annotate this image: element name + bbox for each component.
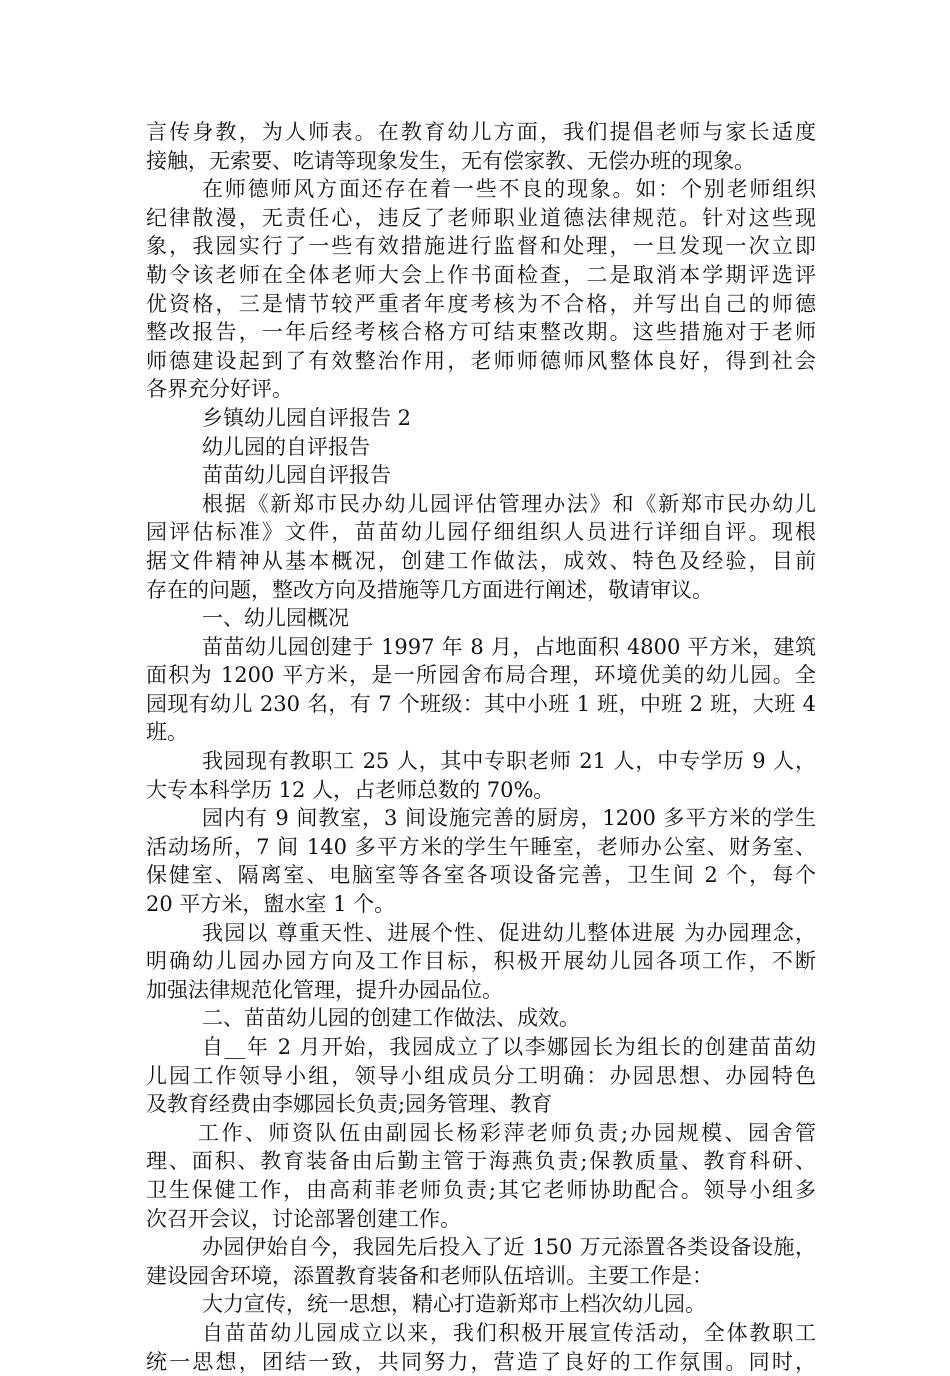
- paragraph-line: 苗苗幼儿园自评报告: [202, 463, 391, 488]
- paragraph-line: 卫生保健工作，由高莉菲老师负责;其它老师协助配合。领导小组多: [146, 1177, 816, 1202]
- paragraph-line: 在师德师风方面还存在着一些不良的现象。如：个别老师组织: [202, 177, 816, 202]
- paragraph-line: 理、面积、教育装备由后勤主管于海燕负责;保教质量、教育科研、: [146, 1149, 816, 1174]
- paragraph-line: 儿园工作领导小组，领导小组成员分工明确：办园思想、办园特色: [146, 1063, 816, 1088]
- paragraph-line: 统一思想，团结一致，共同努力，营造了良好的工作氛围。同时，: [146, 1349, 816, 1374]
- paragraph-line: 乡镇幼儿园自评报告 2: [202, 405, 412, 430]
- paragraph-line: 保健室、隔离室、电脑室等各室各项设备完善，卫生间 2 个，每个: [146, 863, 816, 888]
- paragraph-line: 象，我园实行了一些有效措施进行监督和处理，一旦发现一次立即: [146, 234, 816, 259]
- paragraph-line: 工作、师资队伍由副园长杨彩萍老师负责;办园规模、园舍管: [198, 1120, 816, 1145]
- paragraph-line: 整改报告，一年后经考核合格方可结束整改期。这些措施对于老师: [146, 320, 816, 345]
- paragraph-line: 建设园舍环境，添置教育装备和老师队伍培训。主要工作是：: [146, 1263, 713, 1288]
- paragraph-line: 我园以 尊重天性、进展个性、促进幼儿整体进展 为办园理念，: [202, 920, 816, 945]
- paragraph-line: 师德建设起到了有效整治作用，老师师德师风整体良好，得到社会: [146, 348, 816, 373]
- paragraph-line: 苗苗幼儿园创建于 1997 年 8 月，占地面积 4800 平方米，建筑: [202, 634, 816, 659]
- paragraph-line: 园评估标准》文件，苗苗幼儿园仔细组织人员进行详细自评。现根: [146, 520, 816, 545]
- paragraph-line: 各界充分好评。: [146, 377, 293, 402]
- paragraph-line: 勒令该老师在全体老师大会上作书面检查，二是取消本学期评选评: [146, 262, 816, 287]
- paragraph-line: 次召开会议，讨论部署创建工作。: [146, 1206, 461, 1231]
- paragraph-line: 根据《新郑市民办幼儿园评估管理办法》和《新郑市民办幼儿: [202, 491, 816, 516]
- document-body: [146, 118, 816, 1376]
- paragraph-line: 面积为 1200 平方米，是一所园舍布局合理，环境优美的幼儿园。全: [146, 663, 816, 688]
- paragraph-line: 自__年 2 月开始，我园成立了以李娜园长为组长的创建苗苗幼: [202, 1035, 816, 1059]
- paragraph-line: 二、苗苗幼儿园的创建工作做法、成效。: [202, 1006, 580, 1031]
- paragraph-line: 办园伊始自今，我园先后投入了近 150 万元添置各类设备设施，: [202, 1235, 816, 1260]
- paragraph-line: 园内有 9 间教室，3 间设施完善的厨房，1200 多平方米的学生: [202, 806, 816, 831]
- paragraph-line: 活动场所，7 间 140 多平方米的学生午睡室，老师办公室、财务室、: [146, 834, 816, 859]
- paragraph-line: 言传身教，为人师表。在教育幼儿方面，我们提倡老师与家长适度: [146, 120, 816, 144]
- paragraph-line: 明确幼儿园办园方向及工作目标，积极开展幼儿园各项工作，不断: [146, 949, 816, 974]
- paragraph-line: 优资格，三是情节较严重者年度考核为不合格，并写出自己的师德: [146, 291, 816, 316]
- paragraph-line: 园现有幼儿 230 名，有 7 个班级：其中小班 1 班，中班 2 班，大班 4: [146, 691, 816, 716]
- paragraph-line: 一、幼儿园概况: [202, 606, 349, 631]
- paragraph-line: 接触，无索要、吃请等现象发生，无有偿家教、无偿办班的现象。: [146, 148, 755, 173]
- paragraph-line: 存在的问题，整改方向及措施等几方面进行阐述，敬请审议。: [146, 577, 713, 602]
- paragraph-line: 大力宣传，统一思想，精心打造新郑市上档次幼儿园。: [202, 1292, 706, 1317]
- paragraph-line: 及教育经费由李娜园长负责;园务管理、教育: [146, 1092, 553, 1117]
- paragraph-line: 20 平方米，盥水室 1 个。: [146, 892, 396, 917]
- paragraph-line: 纪律散漫，无责任心，违反了老师职业道德法律规范。针对这些现: [146, 205, 816, 230]
- paragraph-line: 加强法律规范化管理，提升办园品位。: [146, 977, 503, 1002]
- paragraph-line: 自苗苗幼儿园成立以来，我们积极开展宣传活动，全体教职工: [202, 1320, 816, 1345]
- paragraph-line: 班。: [146, 720, 188, 745]
- paragraph-line: 幼儿园的自评报告: [202, 434, 370, 459]
- paragraph-line: 大专本科学历 12 人，占老师总数的 70%。: [146, 777, 555, 802]
- paragraph-line: 据文件精神从基本概况，创建工作做法，成效、特色及经验，目前: [146, 548, 816, 573]
- paragraph-line: 我园现有教职工 25 人，其中专职老师 21 人，中专学历 9 人，: [202, 749, 816, 774]
